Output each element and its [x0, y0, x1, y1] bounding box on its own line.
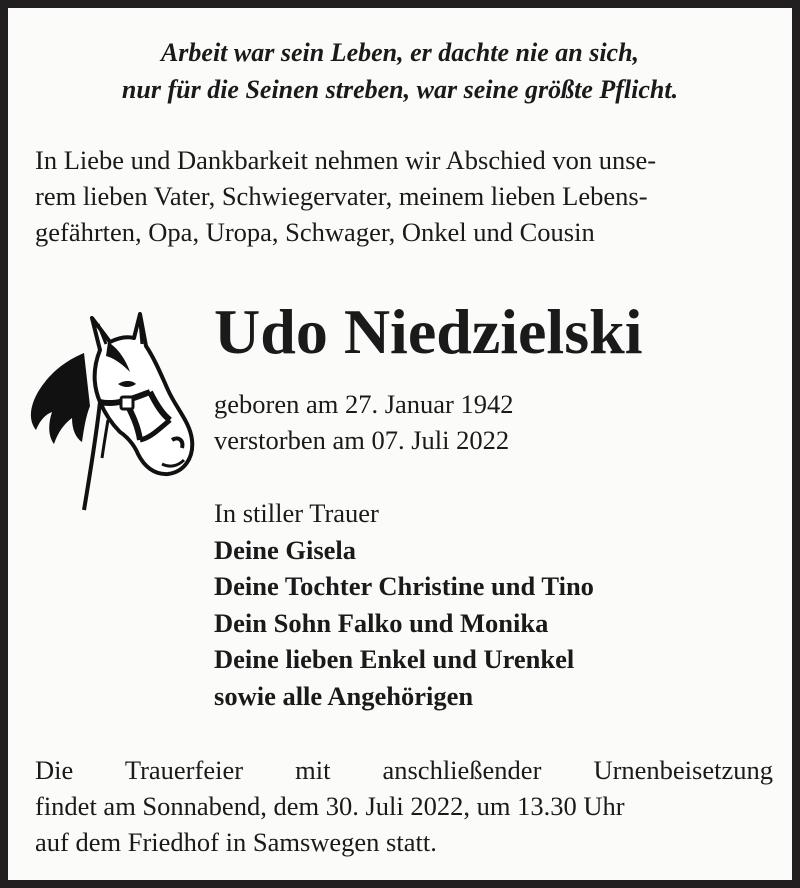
mourner-line: Deine lieben Enkel und Urenkel — [214, 644, 575, 674]
death-date: verstorben am 07. Juli 2022 — [214, 425, 510, 455]
funeral-line-1: Die Trauerfeier mit anschließender Urnenbeisetzung — [35, 755, 773, 785]
deceased-name: Udo Niedzielski — [214, 296, 643, 367]
obituary-card — [8, 8, 792, 880]
life-dates — [214, 386, 514, 458]
mourner-line: Dein Sohn Falko und Monika — [214, 607, 549, 638]
mourner-line: Deine Tochter Christine und Tino — [214, 571, 594, 601]
funeral-line-3: auf dem Friedhof in Samswegen statt. — [35, 827, 437, 857]
mourner-line: Deine Gisela — [214, 534, 357, 565]
intro-line-3: gefährten, Opa, Uropa, Schwager, Onkel und Cousin — [35, 217, 595, 247]
birth-date: geboren am 27. Januar 1942 — [214, 389, 514, 419]
motto-line-1: Arbeit war sein Leben, er dachte nie an sich, — [160, 38, 640, 67]
funeral-line-2: findet am Sonnabend, dem 30. Juli 2022, um 13.30 Uhr — [35, 791, 625, 821]
mourning-heading: In stiller Trauer — [214, 498, 379, 528]
horse-head-icon — [22, 298, 200, 513]
intro-paragraph — [35, 142, 773, 250]
motto-verse — [8, 34, 792, 108]
mourners-block — [214, 495, 594, 714]
intro-line-2: rem lieben Vater, Schwiegervater, meinem lieben Lebens- — [35, 181, 648, 211]
funeral-notice — [35, 752, 773, 860]
motto-line-2: nur für die Seinen streben, war seine größte Pflicht. — [121, 75, 679, 104]
intro-line-1: In Liebe und Dankbarkeit nehmen wir Abschied von unse- — [35, 145, 657, 175]
mourner-line: sowie alle Angehörigen — [214, 680, 474, 711]
